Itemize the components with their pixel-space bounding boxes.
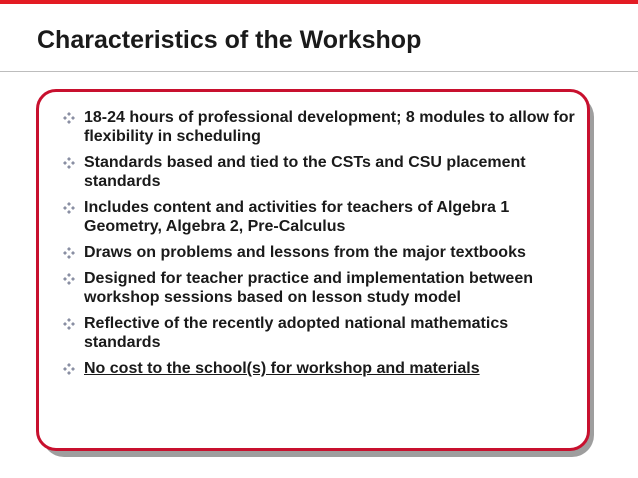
content-box	[36, 89, 590, 451]
bullet-item	[60, 108, 580, 146]
bullet-item	[60, 153, 580, 191]
bullet-text: Designed for teacher practice and implementation between workshop sessions based on lesson study model	[84, 270, 533, 306]
four-diamond-bullet-icon	[63, 112, 75, 124]
bullet-text: Standards based and tied to the CSTs and CSU placement standards	[84, 154, 526, 190]
bullet-item	[60, 359, 580, 378]
four-diamond-bullet-icon	[63, 273, 75, 285]
bullet-list	[60, 108, 580, 385]
bullet-text: Draws on problems and lessons from the major textbooks	[84, 244, 526, 261]
top-accent-bar	[0, 0, 638, 4]
four-diamond-bullet-icon	[63, 247, 75, 259]
bullet-item	[60, 269, 580, 307]
four-diamond-bullet-icon	[63, 202, 75, 214]
bullet-item	[60, 198, 580, 236]
bullet-text: Includes content and activities for teachers of Algebra 1 Geometry, Algebra 2, Pre-Calculus	[84, 199, 510, 235]
title-divider	[0, 71, 638, 72]
four-diamond-bullet-icon	[63, 318, 75, 330]
slide-title: Characteristics of the Workshop	[37, 26, 422, 54]
four-diamond-bullet-icon	[63, 363, 75, 375]
bullet-text: Reflective of the recently adopted national mathematics standards	[84, 315, 509, 351]
four-diamond-bullet-icon	[63, 157, 75, 169]
bullet-text: No cost to the school(s) for workshop and materials	[84, 360, 480, 377]
bullet-text: 18-24 hours of professional development; 8 modules to allow for flexibility in scheduling	[84, 109, 575, 145]
bullet-item	[60, 314, 580, 352]
bullet-item	[60, 243, 580, 262]
